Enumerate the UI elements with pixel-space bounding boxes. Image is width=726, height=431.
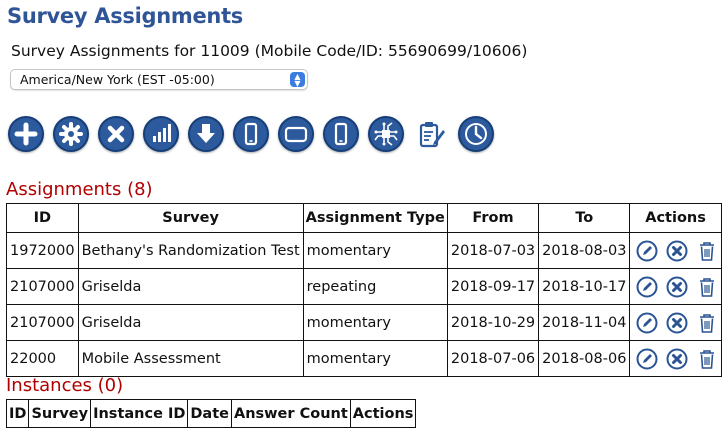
assignments-table xyxy=(6,203,722,377)
delete-trash-icon[interactable] xyxy=(696,348,718,370)
column-header-actions: Actions xyxy=(630,204,721,233)
cell-to: 2018-08-03 xyxy=(539,233,630,269)
cell-assignment-type: momentary xyxy=(303,233,447,269)
phone-portrait-icon[interactable] xyxy=(233,116,269,152)
column-header-id: ID xyxy=(7,400,29,428)
edit-pencil-icon[interactable] xyxy=(636,240,658,262)
cell-to: 2018-11-04 xyxy=(539,305,630,341)
cell-actions xyxy=(630,269,721,305)
column-header-id: ID xyxy=(7,204,79,233)
column-header-actions: Actions xyxy=(350,400,416,428)
column-header-instance-id: Instance ID xyxy=(91,400,188,428)
instances-table xyxy=(6,399,416,428)
delete-trash-icon[interactable] xyxy=(696,312,718,334)
column-header-assignment-type: Assignment Type xyxy=(303,204,447,233)
edit-pencil-icon[interactable] xyxy=(636,276,658,298)
add-icon[interactable] xyxy=(8,116,44,152)
cell-assignment-type: momentary xyxy=(303,341,447,377)
delete-trash-icon[interactable] xyxy=(696,276,718,298)
remove-x-icon[interactable] xyxy=(666,276,688,298)
instances-heading: Instances (0) xyxy=(6,375,124,396)
cell-id: 2107000 xyxy=(7,305,79,341)
download-arrow-icon[interactable] xyxy=(188,116,224,152)
table-row xyxy=(7,269,722,305)
cell-survey: Mobile Assessment xyxy=(78,341,303,377)
cell-id: 1972000 xyxy=(7,233,79,269)
assignments-heading: Assignments (8) xyxy=(6,179,153,200)
clipboard-edit-icon[interactable] xyxy=(413,116,449,152)
edit-pencil-icon[interactable] xyxy=(636,312,658,334)
remove-x-icon[interactable] xyxy=(98,116,134,152)
cell-id: 2107000 xyxy=(7,269,79,305)
page-subtitle: Survey Assignments for 11009 (Mobile Code/ID: 55690699/10606) xyxy=(11,42,528,60)
cell-from: 2018-07-06 xyxy=(447,341,538,377)
timezone-selected-value: America/New York (EST -05:00) xyxy=(20,72,215,87)
cell-from: 2018-07-03 xyxy=(447,233,538,269)
cell-assignment-type: repeating xyxy=(303,269,447,305)
column-header-survey: Survey xyxy=(29,400,91,428)
table-header-row xyxy=(7,400,416,428)
select-arrows-icon: ▲ ▼ xyxy=(290,72,305,87)
column-header-survey: Survey xyxy=(78,204,303,233)
assignments-table-scroll[interactable] xyxy=(6,203,714,367)
remove-x-icon[interactable] xyxy=(666,312,688,334)
signal-bars-icon[interactable] xyxy=(143,116,179,152)
column-header-date: Date xyxy=(188,400,232,428)
clock-icon[interactable] xyxy=(458,116,494,152)
cell-assignment-type: momentary xyxy=(303,305,447,341)
delete-trash-icon[interactable] xyxy=(696,240,718,262)
cell-to: 2018-10-17 xyxy=(539,269,630,305)
phone-portrait-icon[interactable] xyxy=(323,116,359,152)
table-header-row xyxy=(7,204,722,233)
cell-from: 2018-10-29 xyxy=(447,305,538,341)
cell-survey: Griselda xyxy=(78,269,303,305)
column-header-answer-count: Answer Count xyxy=(231,400,350,428)
cell-survey: Griselda xyxy=(78,305,303,341)
table-row xyxy=(7,233,722,269)
cell-actions xyxy=(630,305,721,341)
remove-x-icon[interactable] xyxy=(666,240,688,262)
timezone-select[interactable] xyxy=(10,69,308,90)
cell-survey: Bethany's Randomization Test xyxy=(78,233,303,269)
cell-to: 2018-08-06 xyxy=(539,341,630,377)
page-title: Survey Assignments xyxy=(7,4,244,28)
edit-pencil-icon[interactable] xyxy=(636,348,658,370)
remove-x-icon[interactable] xyxy=(666,348,688,370)
column-header-to: To xyxy=(539,204,630,233)
table-row xyxy=(7,341,722,377)
cell-id: 22000 xyxy=(7,341,79,377)
settings-gear-icon[interactable] xyxy=(53,116,89,152)
cell-actions xyxy=(630,233,721,269)
column-header-from: From xyxy=(447,204,538,233)
tablet-landscape-icon[interactable] xyxy=(278,116,314,152)
cell-from: 2018-09-17 xyxy=(447,269,538,305)
circuit-chip-icon[interactable] xyxy=(368,116,404,152)
instances-table-wrap xyxy=(6,399,416,428)
table-row xyxy=(7,305,722,341)
cell-actions xyxy=(630,341,721,377)
